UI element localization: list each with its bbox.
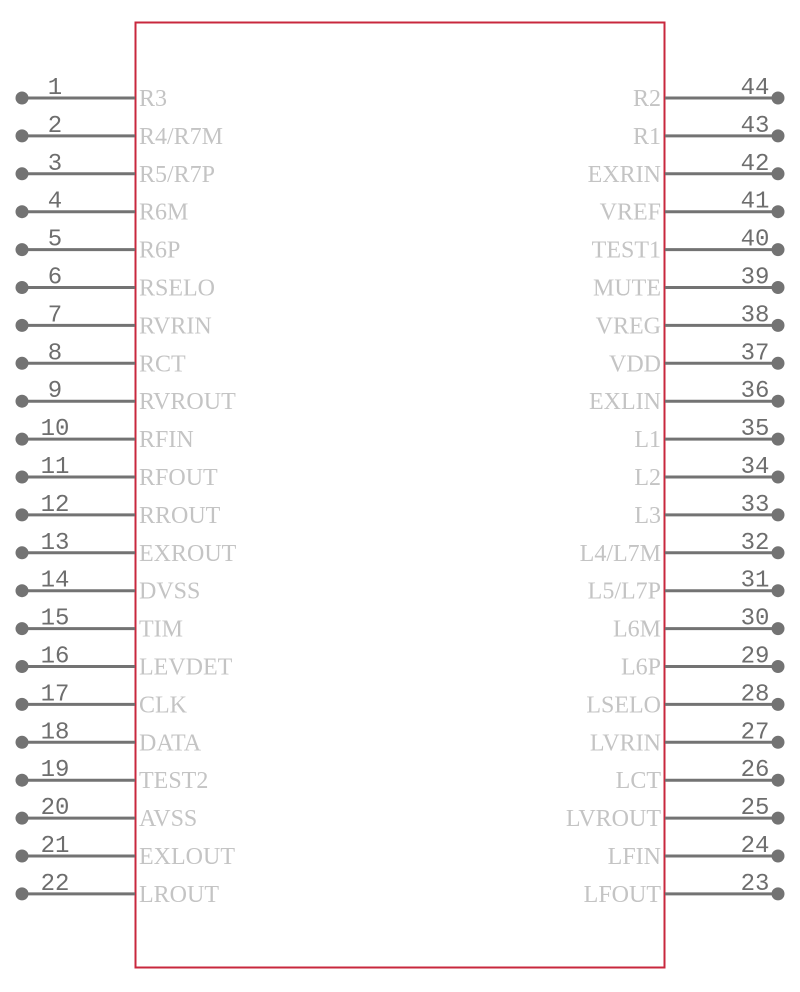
pin-21 (16, 833, 236, 870)
pin-name: TIM (139, 616, 183, 643)
pin-name: L3 (634, 502, 661, 529)
pin-terminal-dot (772, 622, 785, 635)
pin-24 (608, 833, 785, 870)
pin-terminal-dot (772, 243, 785, 256)
pin-name: RFIN (139, 427, 194, 454)
pin-terminal-dot (16, 736, 29, 749)
pin-number: 43 (740, 112, 770, 140)
pin-number: 4 (47, 188, 63, 216)
pin-number: 37 (740, 340, 770, 368)
pin-6 (16, 265, 216, 302)
pin-name: EXROUT (139, 540, 237, 567)
pin-number: 25 (740, 795, 770, 823)
pin-name: VDD (609, 351, 661, 378)
pin-18 (16, 719, 202, 756)
pin-name: AVSS (139, 806, 198, 833)
pin-name: LEVDET (139, 654, 233, 681)
pin-terminal-dot (16, 850, 29, 863)
pin-number: 40 (740, 226, 770, 254)
pin-terminal-dot (772, 433, 785, 446)
pin-number: 34 (740, 454, 770, 481)
pin-terminal-dot (16, 546, 29, 559)
pin-number: 2 (47, 112, 63, 140)
pin-39 (593, 265, 785, 302)
pin-terminal-dot (772, 736, 785, 749)
pin-35 (634, 416, 784, 453)
pin-terminal-dot (16, 243, 29, 256)
pin-name: R3 (139, 86, 168, 112)
pin-20 (16, 795, 198, 832)
pin-number: 15 (40, 605, 70, 633)
pin-number: 32 (740, 529, 770, 557)
pin-terminal-dot (772, 129, 785, 142)
pin-name: TEST1 (591, 237, 661, 264)
pin-23 (584, 871, 785, 908)
pin-29 (621, 644, 785, 681)
pin-number: 6 (47, 264, 63, 292)
pin-number: 14 (40, 567, 70, 595)
pin-terminal-dot (772, 546, 785, 559)
pin-27 (590, 719, 785, 756)
pin-number: 28 (740, 681, 770, 709)
pin-name: R6M (139, 199, 189, 226)
pin-terminal-dot (16, 698, 29, 711)
pin-28 (586, 681, 784, 718)
pin-terminal-dot (16, 584, 29, 597)
pin-33 (634, 492, 784, 529)
pin-number: 23 (740, 870, 770, 898)
pin-25 (566, 795, 785, 832)
pin-terminal-dot (772, 508, 785, 521)
pin-1 (16, 75, 168, 112)
pin-42 (588, 151, 785, 188)
pin-41 (600, 189, 785, 226)
pin-terminal-dot (772, 850, 785, 863)
pin-name: R6P (139, 237, 181, 264)
pin-name: LVRIN (589, 730, 661, 757)
pin-number: 39 (740, 264, 770, 292)
pin-37 (609, 340, 785, 377)
pin-12 (16, 492, 221, 529)
pin-terminal-dot (772, 167, 785, 180)
pin-name: LFIN (607, 844, 661, 870)
pin-number: 44 (740, 75, 770, 102)
pin-terminal-dot (772, 319, 785, 332)
pin-number: 17 (40, 681, 70, 709)
pin-terminal-dot (16, 205, 29, 218)
pin-terminal-dot (16, 774, 29, 787)
pin-terminal-dot (772, 698, 785, 711)
pin-name: LCT (615, 768, 661, 795)
pin-name: MUTE (593, 275, 661, 302)
pin-number: 11 (40, 454, 70, 481)
pin-name: EXLOUT (139, 844, 235, 870)
pin-9 (16, 378, 237, 415)
pin-terminal-dot (772, 812, 785, 825)
pin-number: 8 (47, 340, 63, 368)
pin-4 (16, 189, 189, 226)
pin-name: DVSS (139, 578, 201, 605)
pin-name: RVRIN (139, 313, 212, 340)
pin-terminal-dot (772, 395, 785, 408)
left-pin-group (16, 75, 237, 908)
pin-number: 3 (47, 150, 63, 178)
pin-terminal-dot (772, 584, 785, 597)
pin-11 (16, 454, 219, 491)
pin-name: LVROUT (565, 806, 661, 833)
pin-38 (596, 302, 785, 339)
pin-26 (616, 757, 785, 794)
pin-34 (634, 454, 784, 491)
pin-name: VREF (599, 199, 661, 226)
pin-number: 12 (40, 491, 70, 519)
pin-terminal-dot (772, 660, 785, 673)
pin-name: R4/R7M (139, 123, 224, 150)
pin-number: 30 (740, 605, 770, 633)
pin-name: RSELO (139, 275, 216, 302)
pin-number: 21 (40, 833, 70, 860)
pin-name: RVROUT (139, 389, 236, 416)
pin-7 (16, 302, 212, 339)
right-pin-group (566, 75, 785, 908)
pin-8 (16, 340, 187, 377)
pin-number: 13 (40, 529, 70, 557)
pin-name: RCT (139, 351, 186, 378)
pin-terminal-dot (16, 357, 29, 370)
pin-terminal-dot (772, 357, 785, 370)
pin-number: 36 (740, 378, 770, 406)
pin-name: LROUT (139, 881, 219, 908)
pin-2 (16, 113, 224, 150)
pin-number: 31 (740, 567, 770, 595)
pin-19 (16, 757, 209, 794)
pin-36 (589, 378, 784, 415)
pin-name: R1 (632, 123, 661, 150)
pin-terminal-dot (772, 887, 785, 900)
pin-terminal-dot (772, 281, 785, 294)
pin-43 (633, 113, 785, 150)
pin-terminal-dot (16, 167, 29, 180)
pin-terminal-dot (16, 395, 29, 408)
pin-14 (16, 568, 201, 605)
pin-terminal-dot (16, 812, 29, 825)
pin-name: L4/L7M (579, 540, 661, 567)
pin-name: L6M (613, 616, 661, 643)
pin-terminal-dot (772, 471, 785, 484)
pin-number: 9 (47, 378, 63, 406)
pin-terminal-dot (16, 471, 29, 484)
pin-number: 35 (740, 416, 770, 444)
pin-terminal-dot (16, 319, 29, 332)
pin-number: 27 (740, 719, 770, 747)
pin-number: 18 (40, 719, 70, 747)
pin-name: CLK (139, 692, 187, 719)
pin-5 (16, 227, 181, 264)
pin-name: DATA (139, 730, 202, 757)
pin-31 (588, 568, 785, 605)
pin-number: 5 (47, 226, 63, 254)
pin-terminal-dot (16, 508, 29, 521)
pin-name: TEST2 (139, 768, 209, 795)
pin-number: 16 (40, 643, 70, 671)
pin-30 (613, 606, 785, 643)
pin-44 (633, 75, 785, 112)
pin-terminal-dot (16, 622, 29, 635)
pin-name: L6P (620, 654, 661, 681)
pin-number: 24 (740, 833, 770, 860)
pin-number: 38 (740, 302, 770, 330)
pin-name: EXRIN (587, 161, 661, 188)
pin-number: 10 (40, 416, 70, 444)
pin-10 (16, 416, 194, 453)
pin-number: 26 (740, 757, 770, 785)
pin-number: 20 (40, 795, 70, 823)
pin-3 (16, 151, 216, 188)
pin-number: 19 (40, 757, 70, 785)
pin-name: VREG (595, 313, 661, 340)
pin-name: RROUT (139, 502, 221, 529)
pin-name: LSELO (586, 692, 661, 719)
pin-name: L5/L7P (587, 578, 661, 605)
pin-terminal-dot (16, 660, 29, 673)
pin-terminal-dot (772, 205, 785, 218)
pin-terminal-dot (16, 433, 29, 446)
pin-number: 1 (47, 75, 63, 102)
pin-number: 42 (740, 150, 770, 178)
pin-22 (16, 871, 220, 908)
pin-terminal-dot (16, 129, 29, 142)
pin-15 (16, 606, 184, 643)
pin-terminal-dot (16, 281, 29, 294)
pin-number: 33 (740, 491, 770, 519)
pin-name: EXLIN (589, 389, 661, 416)
pin-number: 22 (40, 870, 70, 898)
pin-terminal-dot (16, 887, 29, 900)
pin-terminal-dot (772, 92, 785, 105)
pin-number: 41 (740, 188, 770, 216)
pin-name: LFOUT (583, 881, 661, 908)
pin-16 (16, 644, 233, 681)
pin-name: L1 (634, 427, 661, 454)
pin-name: L2 (634, 465, 661, 491)
pin-name: RFOUT (139, 465, 218, 491)
pin-name: R5/R7P (139, 161, 216, 188)
pin-number: 7 (47, 302, 63, 330)
pin-13 (16, 530, 237, 567)
pin-40 (592, 227, 785, 264)
pin-terminal-dot (16, 92, 29, 105)
pin-terminal-dot (772, 774, 785, 787)
pin-17 (16, 681, 188, 718)
pin-number: 29 (740, 643, 770, 671)
pin-name: R2 (632, 86, 661, 112)
pin-32 (580, 530, 785, 567)
